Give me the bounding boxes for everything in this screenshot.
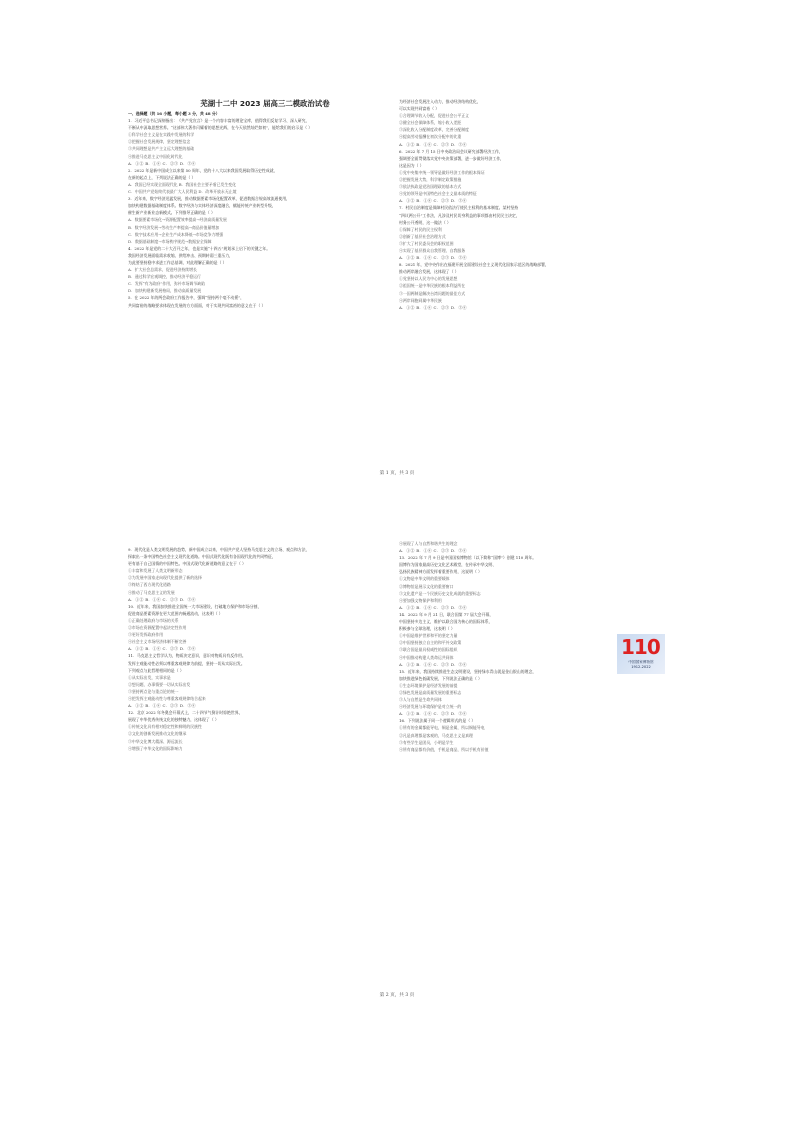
question-text: 展现了中华优秀传统文化的独特魅力，这体现了（ ） <box>128 717 219 723</box>
option-statement: ④展现了人与自然和谐共生的理念 <box>399 541 458 546</box>
option-statement: ②把握社会发展规律，坚定理想信念 <box>128 139 191 145</box>
option-statement: B．通过科学宏观调控，推动经济平稳运行 <box>128 274 201 280</box>
question-text: 加快构建数据基础制度体系。数字经济与实体经济深度融合，赋能传统产业转型升级， <box>128 203 276 209</box>
question-text: 15．近年来，我国持续推进生态文明建设，坚持绿水青山就是金山银山的理念， <box>399 668 537 674</box>
question-text: 强调要全面贯彻落实党中央决策部署，进一步做好经济工作， <box>399 155 505 161</box>
option-statement: ③中华文化博大精深、源远流长 <box>128 738 183 744</box>
question-text: 5．在 2022 年的两会政府工作报告中，强调“坚持两个毫不动摇”， <box>128 295 245 301</box>
option-statement: A．数据要素市场化→资源配置效率提高→经济高质量发展 <box>128 217 227 223</box>
question-text: 积极参与全球治理，这表明（ ） <box>399 626 455 632</box>
option-statement: ②健全社会保障体系，缩小收入差距 <box>399 120 462 126</box>
option-statement: ③人与自然是生命共同体 <box>399 697 442 703</box>
question-text: 促进商品要素资源在更大范围内畅通流动，这表明（ ） <box>128 610 223 616</box>
option-statement: ②凡是真理都是客观的，马克思主义是真理 <box>399 732 473 738</box>
option-statement: ④实现了基层群众自我管理、自我服务 <box>399 247 466 253</box>
page1-right-column <box>399 98 667 311</box>
option-statement: ①从实际出发，实事求是 <box>128 674 171 680</box>
question-text: 加快推进绿色低碳发展，下列说法正确的是（ ） <box>399 675 482 681</box>
question-text: 3．近年来，数字经济迅猛发展，推动数据要素市场化配置改革，促进数据合规高效流通使用， <box>128 196 290 202</box>
option-statement: ①丰富和发展了人类文明新形态 <box>128 568 183 574</box>
question-text: 4．2022 年是党的二十大召开之年，也是实施“十四五”规划承上启下的关键之年。 <box>128 245 271 251</box>
answer-choices: A．①② B．①④ C．②③ D．③④ <box>399 304 467 310</box>
question-text: 这是因为（ ） <box>399 162 424 168</box>
option-statement: ①所有的金属都能导电，铜是金属，所以铜能导电 <box>399 725 485 731</box>
question-text: 2．2022 年是新中国成立以来第 50 周年，党的十八大以来我国发展取得历史性成就， <box>128 167 278 173</box>
option-statement: ④推动了马克思主义的发展 <box>128 589 175 595</box>
option-statement: ①传统文化具有相对稳定性和鲜明的民族性 <box>128 724 202 730</box>
answer-choices: A．①② B．①④ C．②③ D．③④ <box>399 198 467 204</box>
option-statement: ②创新了基层社会治理方式 <box>399 233 446 239</box>
option-statement: ②祖国统一是中华民族的根本利益所在 <box>399 283 466 289</box>
question-text: 14．2022 年 9 月 21 日，联合国第 77 届大会开幕， <box>399 611 494 617</box>
question-text: 不断从中汲取思想营养。“这部伟大著作闪耀着的思想光辉，在今天依然灿烂如初”，能给我们的启示是（ ） <box>128 125 313 131</box>
question-text: 催生新产业新业态新模式。下列推导正确的是（ ） <box>128 210 215 216</box>
museum-anniversary-image <box>617 634 665 674</box>
page-footer: 第 2 页，共 3 页 <box>379 993 415 998</box>
option-statement: ④经济发展与环境保护是对立统一的 <box>399 704 462 710</box>
option-statement: ②文化的创新发展推动文化的继承 <box>128 731 187 737</box>
question-text: 10．近年来，我国加快推进全国统一大市场建设，打破地方保护和市场分割， <box>128 603 262 609</box>
anniversary-number: 110 <box>621 635 660 659</box>
option-statement: ①生态环境保护是经济发展的前提 <box>399 682 458 688</box>
option-statement: D．数据基础制度→市场秩序规范→数据安全保障 <box>128 238 212 244</box>
answer-choices: A．①② B．①④ C．②③ D．③④ <box>399 255 467 261</box>
question-text: 12．北京 2022 年冬奥会开幕式上，二十四节气倒计时惊艳世界， <box>128 710 243 716</box>
option-statement: ①合理调节收入分配，促进社会公平正义 <box>399 113 470 119</box>
question-text: 我国经济发展面临需求收缩、供给冲击、预期转弱三重压力， <box>128 252 234 258</box>
question-text: 村务公开透明，这一做法（ ） <box>399 219 451 225</box>
question-text: 13．2022 年 7 月 9 日是中国国家博物馆（以下简称“国博”）创建 110 周年。 <box>399 555 537 561</box>
question-text: 推动两岸融合发展，这体现了（ ） <box>399 269 459 275</box>
question-text: 1．习近平总书记深刻指出：《共产党宣言》是一个内容丰富的理论宝库，值得我们反复学习、深入研究， <box>128 118 310 124</box>
question-text: 9．现代化是人类文明发展的趋势，新中国成立以来，中国共产党人坚持马克思主义的立场、观点和方法， <box>128 547 310 552</box>
question-text: 下列观点与此哲理相同的是（ ） <box>128 667 184 673</box>
option-statement: ①党中央集中统一领导是做好经济工作的根本保证 <box>399 169 485 175</box>
option-statement: ④推进马克思主义中国化时代化 <box>128 153 183 159</box>
question-text: 为此要坚持稳中求进工作总基调，对此理解正确的是（ ） <box>128 259 227 265</box>
option-statement: C．发挥“有为政府”作用，弥补市场调节缺陷 <box>128 281 205 287</box>
option-statement: ③共同理想是共产主义远大理想的基础 <box>128 146 195 152</box>
question-text: 为经济社会发展注入动力，推动经济结构优化， <box>399 99 481 104</box>
question-text: 8．2021 年，党中央作出在福建开展全面建设社会主义现代化国家示范区的战略部署， <box>399 262 549 268</box>
question-text: 弘扬民族精神方面发挥着重要作用，这说明（ ） <box>399 569 482 575</box>
page-footer: 第 1 页，共 3 页 <box>379 471 415 476</box>
question-text: 探索出一条中国特色社会主义现代化道路。中国式现代化既有各国现代化的共同特征， <box>128 554 276 560</box>
question-text: 共同富裕的战略要求体现在发展的方方面面，对于实现共同富裕的意义在于（ ） <box>128 302 266 308</box>
question-text: 更有基于自己国情的中国特色。中国式现代化新道路的意义在于（ ） <box>128 561 246 567</box>
option-statement: ③深化收入分配制度改革，完善分配制度 <box>399 127 470 133</box>
option-statement: A．扩大社会总需求，促进经济持续增长 <box>128 267 197 273</box>
option-statement: ④社会主义市场经济体制不断完善 <box>128 639 187 645</box>
option-statement: ③依法执政是党治国理政的基本方式 <box>399 184 462 190</box>
option-statement: ②绿色发展是高质量发展的重要标志 <box>399 689 462 695</box>
option-statement: ①党坚持以人民为中心的发展思想 <box>399 276 458 282</box>
option-statement: ③更好发挥政府作用 <box>128 632 164 638</box>
option-statement: ②想问题、办事情要一切从实际出发 <box>128 681 191 687</box>
question-text: 7．村民自治制度是保障村民依法行使民主权利的基本制度。某村坚持 <box>399 205 519 211</box>
option-statement: ②中国坚持独立自主的和平外交政策 <box>399 640 462 646</box>
exam-title: 芜湖十二中 2023 届高三二模政治试卷 <box>200 99 330 108</box>
option-statement: ④中国推动构建人类命运共同体 <box>399 654 454 660</box>
answer-choices: A．①② B．①④ C．②③ D．③④ <box>128 160 196 166</box>
answer-choices: A．①② B．①④ C．②③ D．③④ <box>399 141 467 147</box>
option-statement: ④要加强文物保护和利用 <box>399 597 442 603</box>
question-text: “四议两公开”工作法，凡涉及村民切身利益的事项都由村民民主决定， <box>399 212 520 218</box>
option-statement: ②把握发展大势，科学制定政策措施 <box>399 177 462 183</box>
option-statement: ②为发展中国家走向现代化提供了新的选择 <box>128 575 202 581</box>
option-statement: C．中国共产党始终代表最广大人民利益 D．改革开放永无止境 <box>128 189 237 195</box>
answer-choices: A．①② B．①④ C．②③ D．③④ <box>399 711 467 717</box>
option-statement: A．我国已经实现全面现代化 B．我国社会主要矛盾已发生变化 <box>128 181 237 187</box>
exam-page-2 <box>0 540 794 998</box>
question-text: 11．马克思主义哲学认为，物质决定意识，意识对物质具有反作用。 <box>128 653 246 659</box>
option-statement: ①中国是维护世界和平的坚定力量 <box>399 633 458 639</box>
question-text: 16．下列说法属于同一个逻辑形式的是（ ） <box>399 718 476 724</box>
option-statement: ①科学社会主义是在实践中发展的科学 <box>128 132 195 138</box>
answer-choices: A．①② B．①④ C．②③ D．③④ <box>399 548 467 554</box>
option-statement: D．加快构建新发展格局，推动高质量发展 <box>128 288 202 294</box>
option-statement: ④增强了中华文化的国际影响力 <box>128 745 183 751</box>
option-statement: ①保障了村民的民主权利 <box>399 226 442 232</box>
option-statement: ③联合国是最具权威性的国际组织 <box>399 647 458 653</box>
option-statement: ③坚持两点论与重点论的统一 <box>128 688 179 694</box>
option-statement: ②市场在资源配置中起决定性作用 <box>128 625 187 631</box>
option-statement: ②博物馆是展示文化的重要窗口 <box>399 583 454 589</box>
option-statement: ③扩大了村民委员会的职权范围 <box>399 240 454 246</box>
option-statement: ③有些学生是团员，小明是学生 <box>399 739 454 745</box>
option-statement: ④提高劳动报酬在初次分配中的比重 <box>399 134 462 140</box>
option-statement: ④把发挥主观能动性与尊重客观规律结合起来 <box>128 695 206 701</box>
section-heading: 一、选择题（共 16 小题，每小题 3 分，共 48 分） <box>128 111 220 116</box>
question-text: 在新的起点上，下列说法正确的是（ ） <box>128 174 196 180</box>
option-statement: ①正确处理政府与市场的关系 <box>128 617 179 623</box>
answer-choices: A．①② B．①④ C．②③ D．③④ <box>399 661 467 667</box>
option-statement: ③一国两制是解决台湾问题的最佳方式 <box>399 290 466 296</box>
option-statement: B．数字经济发展→劳动生产率提高→商品价值量增加 <box>128 224 220 230</box>
option-statement: ④党的领导是中国特色社会主义最本质的特征 <box>399 191 477 197</box>
option-statement: ④两岸同胞同属中华民族 <box>399 297 442 303</box>
question-text: 发挥主观能动性必须以尊重客观规律为前提，坚持一切从实际出发。 <box>128 660 245 666</box>
answer-choices: A．①② B．①④ C．②③ D．③④ <box>128 596 196 602</box>
answer-choices: A．①② B．①④ C．②③ D．③④ <box>399 604 467 610</box>
page1-left-column <box>128 110 396 309</box>
question-text: 中国坚持多边主义，维护以联合国为核心的国际体系， <box>399 619 493 625</box>
question-text: 6．2022 年 7 月 15 日中央政治局会议研究部署经济工作， <box>399 148 503 154</box>
option-statement: C．数字技术应用→企业生产成本降低→市场竞争力增强 <box>128 231 224 237</box>
page2-left-column <box>128 546 396 752</box>
option-statement: ③文化遗产是一个民族历史文化成就的重要标志 <box>399 590 481 596</box>
option-statement: ①文物是中华文明的重要载体 <box>399 576 450 582</box>
badge-caption-years: 1912-2022 <box>631 665 651 669</box>
question-text: 可以实现共同富裕（ ） <box>399 106 440 112</box>
option-statement: ③终结了西方现代化道路 <box>128 582 171 588</box>
answer-choices: A．①② B．①④ C．②③ D．③④ <box>128 703 196 709</box>
exam-page-1 <box>0 98 794 476</box>
option-statement: ④所有商品都有价值，手机是商品，所以手机有价值 <box>399 746 489 752</box>
answer-choices: A．①② B．①④ C．②③ D．③④ <box>128 646 196 652</box>
badge-caption: 中国国家博物馆 <box>628 660 654 664</box>
question-text: 国博作为国家最高历史文化艺术殿堂，在传承中华文明、 <box>399 562 497 568</box>
